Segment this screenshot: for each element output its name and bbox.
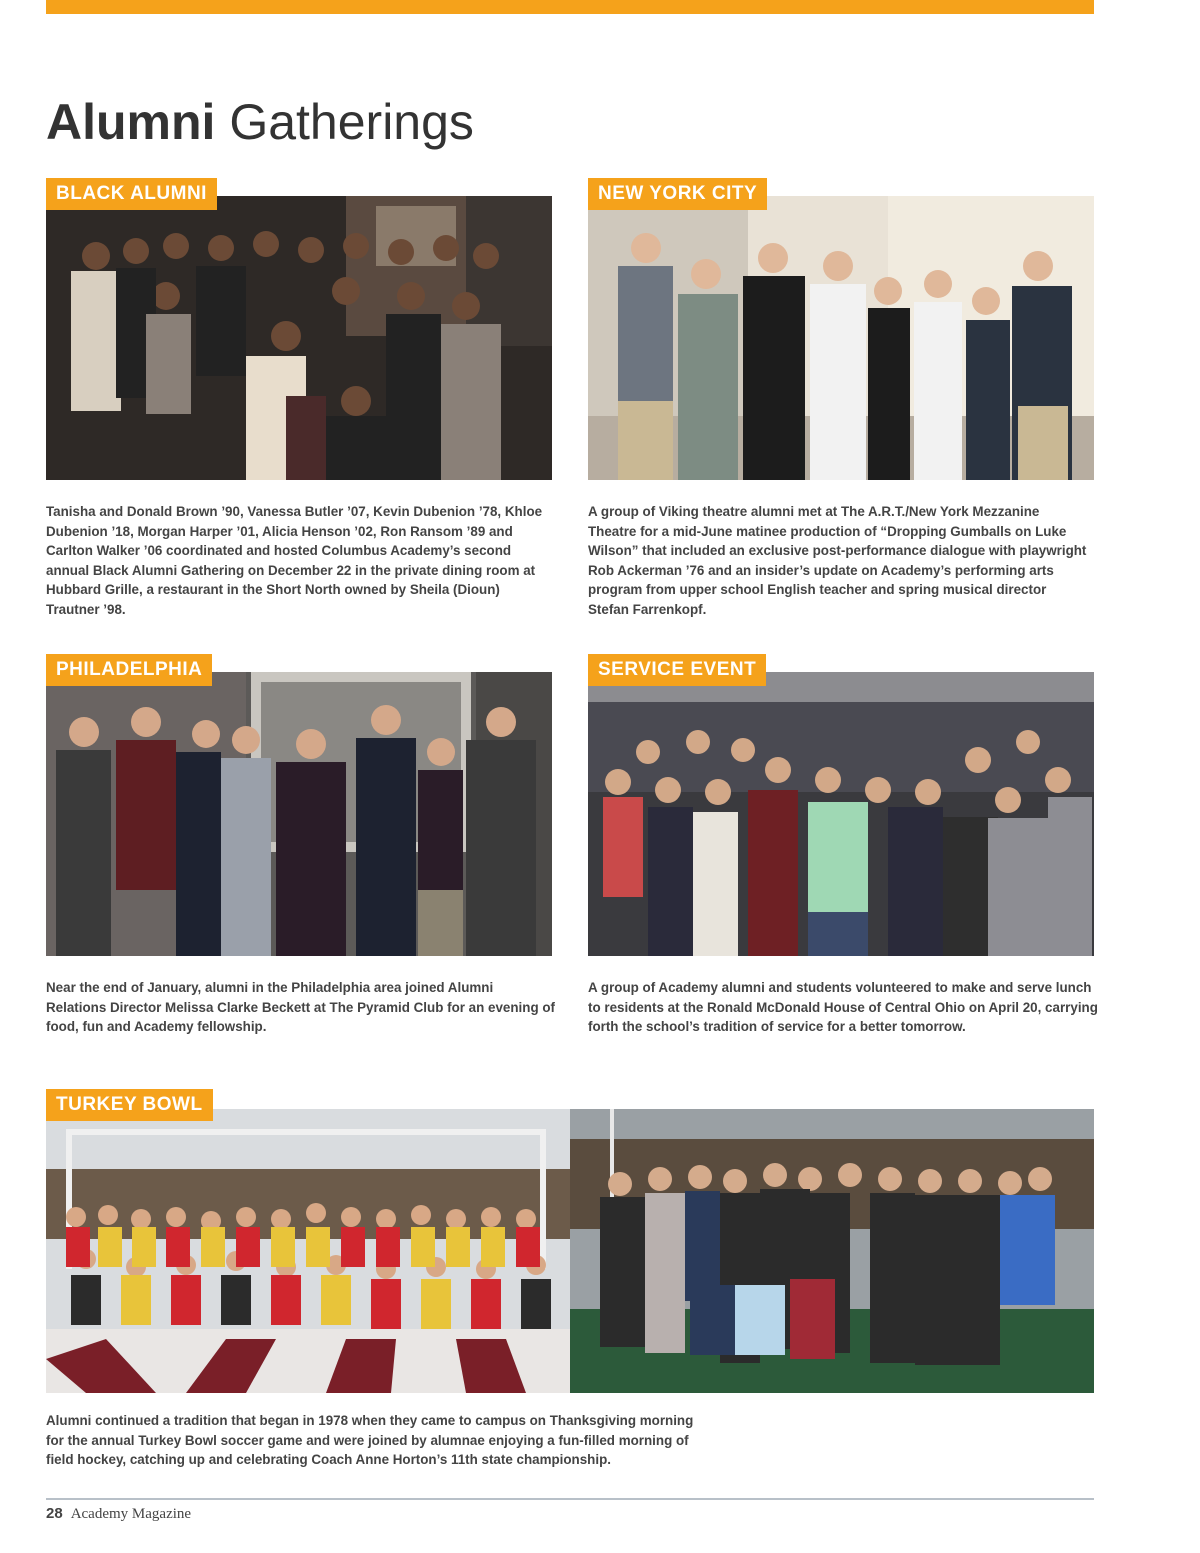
- page-title: [46, 90, 474, 154]
- new-york-city-photo: [588, 196, 1094, 480]
- service-event-photo: [588, 672, 1094, 956]
- section-tag-turkey-bowl: TURKEY BOWL: [46, 1089, 213, 1121]
- philadelphia-caption: Near the end of January, alumni in the Philadelphia area joined Alumni Relations Director Melissa Clarke Beckett at The Pyramid Club for an evening of food, fun and Academy fellowship.: [46, 980, 555, 1035]
- section-tag-new-york-city: NEW YORK CITY: [588, 178, 767, 210]
- page-title-bold: Alumni: [46, 94, 216, 150]
- black-alumni-caption: Tanisha and Donald Brown ’90, Vanessa Butler ’07, Kevin Dubenion ’78, Khloe Dubenion ’18, Morgan Harper ’01, Alicia Henson ’02, Ron Ransom ’89 and Carlton Walker ’06 coordinated and hosted Columbus Academy’s second annual Black Alumni Gathering on December 22 in the private dining room at Hubbard Grille, a restaurant in the Short North owned by Sheila (Dioun) Trautner ’98.: [46, 504, 543, 617]
- footer-divider: [46, 1498, 1094, 1500]
- page-number: 28: [46, 1505, 63, 1522]
- new-york-city-caption: A group of Viking theatre alumni met at The A.R.T./New York Mezzanine Theatre for a mid-June matinee production of “Dropping Gumballs on Luke Wilson” that included an exclusive post-performance dialogue with playwright Rob Ackerman ’76 and an insider’s update on Academy’s performing arts program from upper school English teacher and spring musical director Stefan Farrenkopf.: [588, 504, 1087, 617]
- philadelphia-photo: [46, 672, 552, 956]
- page-title-light: Gatherings: [229, 94, 474, 150]
- section-tag-philadelphia: PHILADELPHIA: [46, 654, 212, 686]
- section-tag-service-event: SERVICE EVENT: [588, 654, 766, 686]
- section-tag-black-alumni: BLACK ALUMNI: [46, 178, 217, 210]
- publication-name: Academy Magazine: [70, 1506, 192, 1522]
- turkey-bowl-soccer-photo: [46, 1109, 570, 1393]
- turkey-bowl-field-hockey-photo: [570, 1109, 1094, 1393]
- service-event-caption: A group of Academy alumni and students volunteered to make and serve lunch to residents at the Ronald McDonald House of Central Ohio on April 20, carrying forth the school’s tradition of service for a better tomorrow.: [588, 980, 1098, 1035]
- turkey-bowl-caption: Alumni continued a tradition that began in 1978 when they came to campus on Thanksgiving morning for the annual Turkey Bowl soccer game and were joined by alumnae enjoying a fun-filled morning of field hockey, catching up and celebrating Coach Anne Horton’s 11th state championship.: [46, 1413, 694, 1468]
- page-footer: [46, 1505, 191, 1523]
- top-accent-bar: [46, 0, 1094, 14]
- black-alumni-photo: [46, 196, 552, 480]
